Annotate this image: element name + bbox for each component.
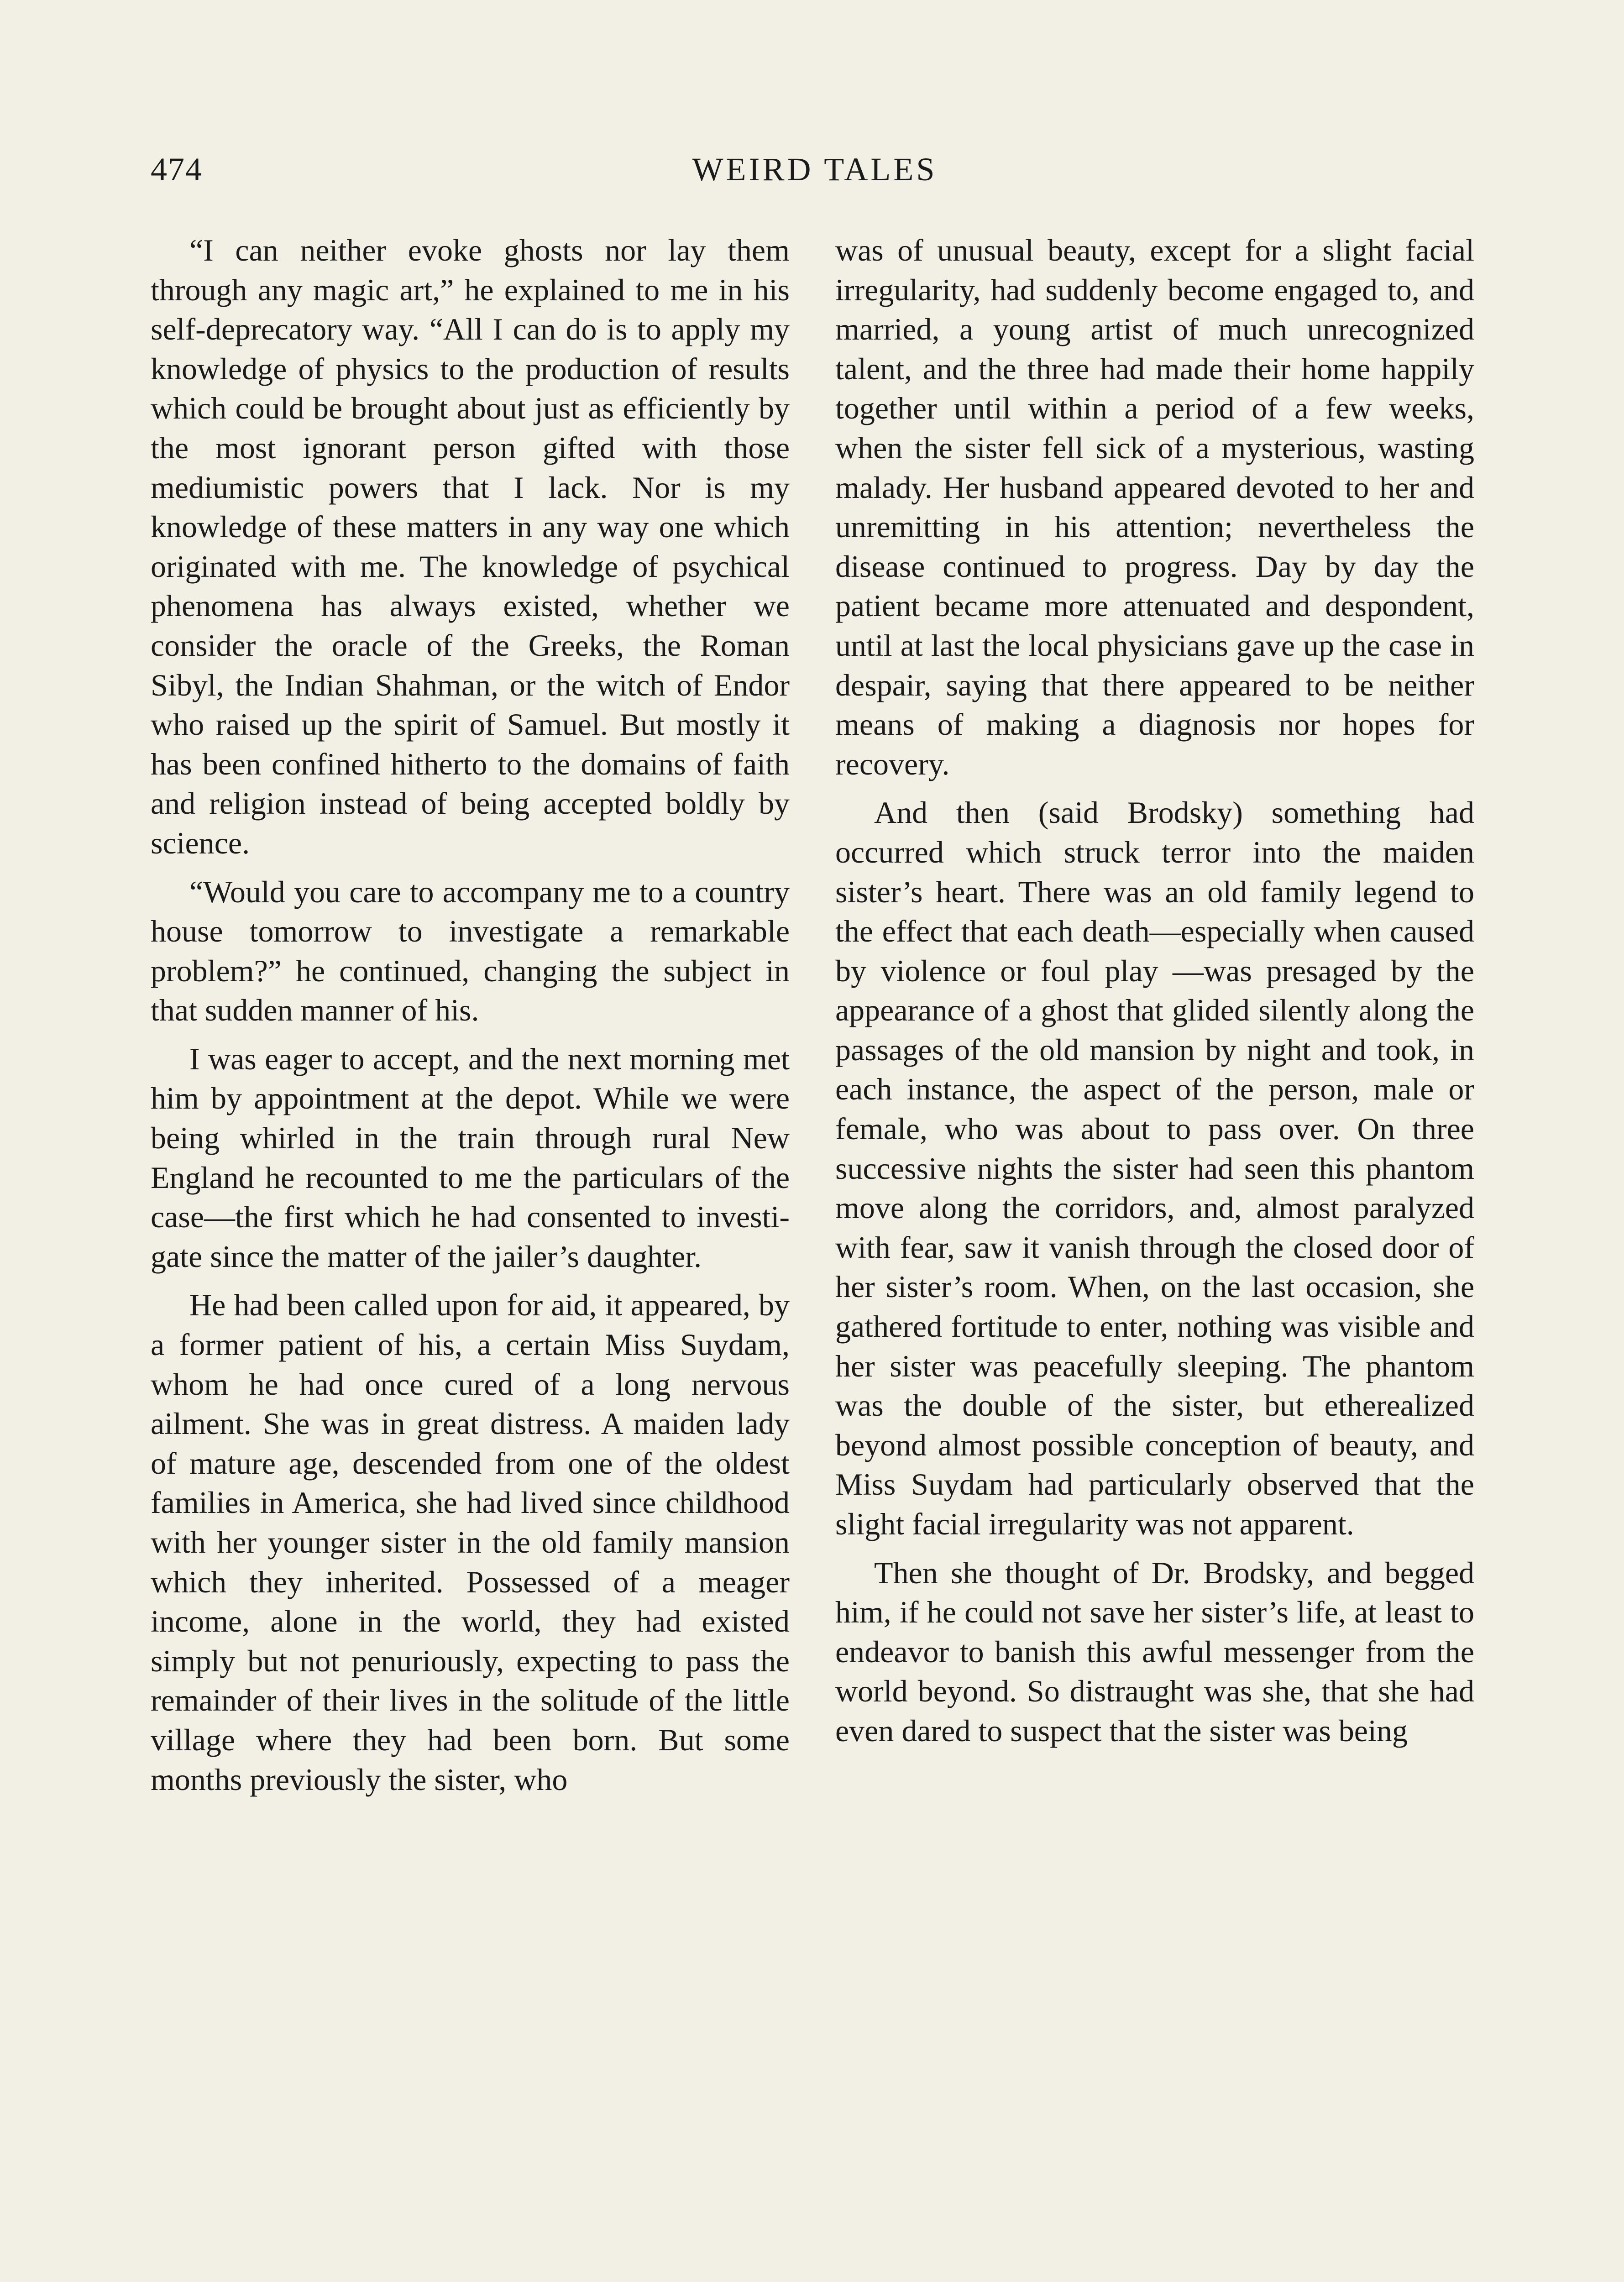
right-column — [835, 230, 1474, 1751]
running-head — [151, 151, 1479, 201]
left-column — [151, 230, 790, 1799]
paragraph: “Would you care to accompany me to a country house tomorrow to investigate a remarkable problem?” he continued, changing the subject in that sudden manner of his. — [151, 874, 790, 1028]
page-number: 474 — [151, 151, 203, 188]
paragraph: And then (said Brodsky) something had occurred which struck terror into the maiden sister’s heart. There was an old family legend to the effect that each death—especially when caused by violence or foul play —was presaged by the appearance of a ghost that glided silently along the passages of the old mansion by night and took, in each instance, the aspect of the person, male or female, who was about to pass over. On three successive nights the sister had seen this phantom move along the corridors, and, almost paralyzed with fear, saw it vanish through the closed door of her sister’s room. When, on the last occasion, she gathered fortitude to enter, nothing was visible and her sister was peacefully sleeping. The phantom was the double of the sister, but etherealized beyond almost possible conception of beauty, and Miss Suydam had particularly observed that the slight facial irregularity was not apparent. — [835, 795, 1474, 1541]
paragraph-continued: was of unusual beauty, except for a slight facial irregularity, had suddenly become engaged to, and married, a young artist of much unrecognized talent, and the three had made their home happily together until within a period of a few weeks, when the sister fell sick of a mysterious, wasting malady. Her husband appeared devoted to her and unremitting in his attention; nevertheless the disease continued to progress. Day by day the patient became more attenuated and despondent, until at last the local physicians gave up the case in despair, saying that there appeared to be neither means of making a diagnosis nor hopes for recovery. — [835, 233, 1474, 781]
paragraph: “I can neither evoke ghosts nor lay them through any magic art,” he explained to me in his self-deprecatory way. “All I can do is to apply my knowledge of physics to the production of results which could be brought about just as efficiently by the most ignorant person gifted with those mediumistic powers that I lack. Nor is my knowledge of these matters in any way one which originated with me. The knowledge of psychical phenomena has always existed, whether we consider the oracle of the Greeks, the Roman Sibyl, the Indian Shahman, or the witch of Endor who raised up the spirit of Samuel. But mostly it has been confined hitherto to the domains of faith and religion instead of being accepted boldly by science. — [151, 233, 790, 860]
paragraph: I was eager to accept, and the next morning met him by appointment at the depot. While we were being whirled in the train through rural New England he recounted to me the particulars of the case—the first which he had consented to investigate since the matter of the jailer’s daughter. — [151, 1041, 790, 1274]
paragraph: He had been called upon for aid, it appeared, by a former patient of his, a certain Miss Suydam, whom he had once cured of a long nervous ailment. She was in great distress. A maiden lady of mature age, descended from one of the oldest families in America, she had lived since childhood with her younger sister in the old family mansion which they inherited. Possessed of a meager income, alone in the world, they had existed simply but not penuriously, expecting to pass the remainder of their lives in the solitude of the little village where they had been born. But some months previously the sister, who — [151, 1288, 790, 1797]
magazine-title: WEIRD TALES — [692, 151, 938, 188]
paragraph: Then she thought of Dr. Brodsky, and begged him, if he could not save her sister’s life, at least to endeavor to banish this awful messenger from the world beyond. So distraught was she, that she had even dared to suspect that the sister was being — [835, 1555, 1474, 1748]
